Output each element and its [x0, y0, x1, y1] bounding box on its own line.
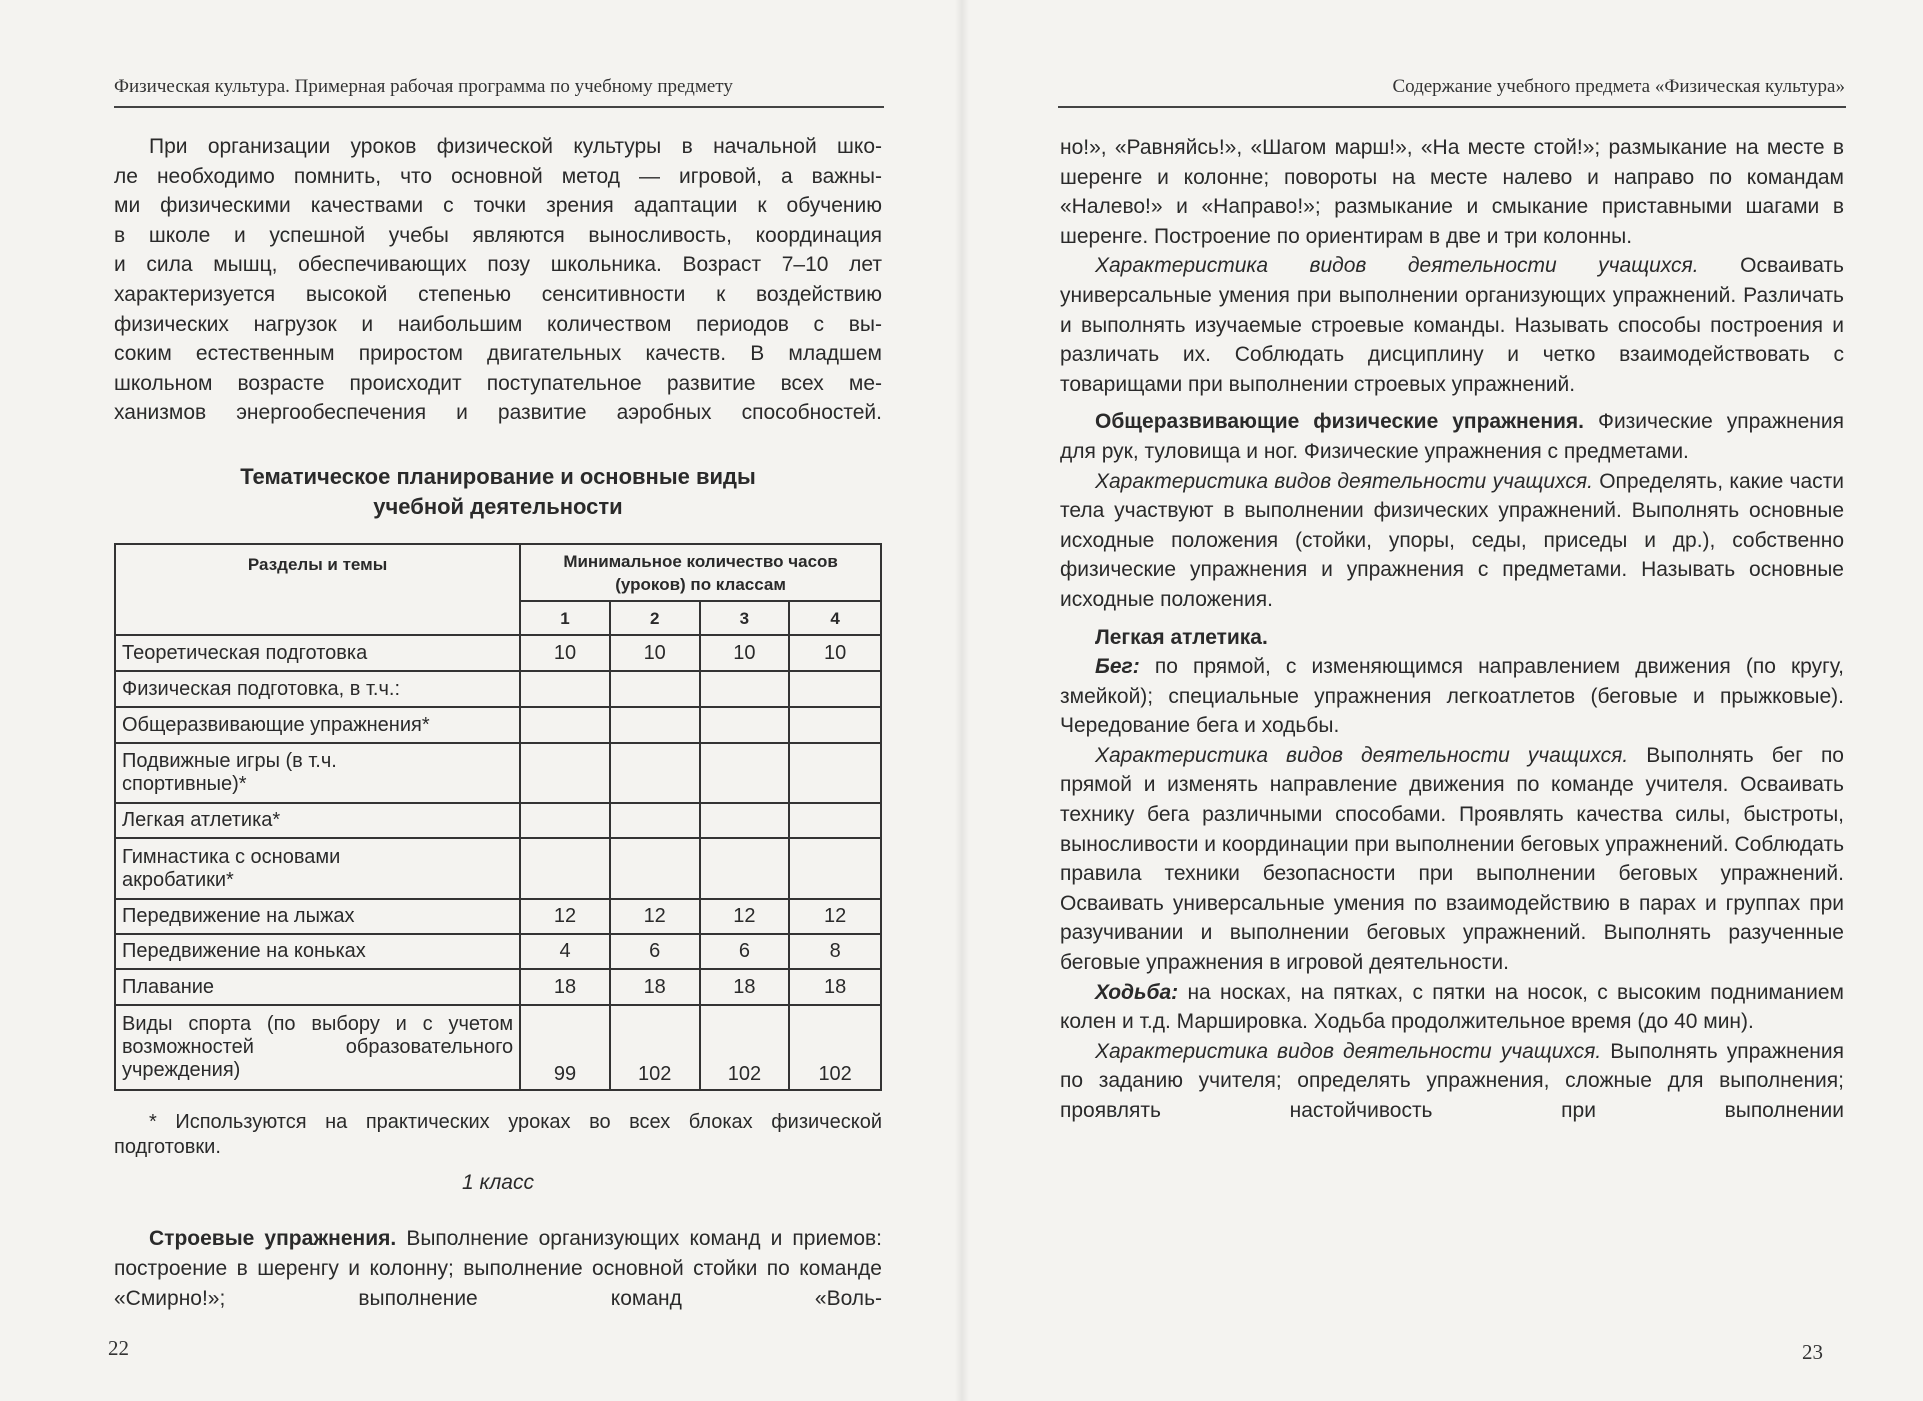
- row-value: [520, 671, 610, 707]
- run-label: Бег:: [1095, 655, 1140, 679]
- table-row: [115, 838, 881, 899]
- char-paragraph-4: [1060, 1037, 1844, 1126]
- general-exercises-text: Физические упражнения для рук, туловища и ног. Физические упражнения с предметами.: [1060, 410, 1844, 463]
- intro-line: ми физическими качествами с точки зрения адаптации к обучению: [114, 194, 882, 218]
- section-heading-line: Тематическое планирование и основные виды: [240, 464, 756, 489]
- row-value: [789, 707, 881, 743]
- row-value: 18: [520, 969, 610, 1005]
- row-value: 18: [610, 969, 700, 1005]
- row-topic: Общеразвивающие упражнения*: [115, 707, 520, 743]
- char-text: Определять, какие части тела участвуют в выполнении физических упражнений. Выполнять основные исходные положения (стойки, упоры, седы, приседы и др.), собственно физические упражнения и упражнения с предметами. Называть основные исходные положения.: [1060, 469, 1844, 611]
- header-rule-right: [1058, 106, 1846, 108]
- grade-cell: 4: [789, 601, 881, 635]
- row-value: [610, 803, 700, 838]
- drill-text: [114, 1224, 882, 1313]
- char-text: Выполнять упражнения по заданию учителя; определять упражнения, сложные для выполнения; проявлять настойчивость при выполнении: [1060, 1039, 1844, 1122]
- row-value: [610, 838, 700, 899]
- row-value: 12: [610, 899, 700, 934]
- drill-paragraph: [114, 1224, 882, 1313]
- row-topic: Физическая подготовка, в т.ч.:: [115, 671, 520, 707]
- walk-text: на носках, на пятках, с пятки на носок, с высоким подниманием колен и т.д. Маршировка. Ходьба продолжительное время (до 40 мин).: [1060, 980, 1844, 1034]
- intro-line: характеризуется высокой степенью сенситивности к воздействию: [114, 282, 882, 306]
- intro-line: физических нагрузок и наибольшим количеством периодов с вы-: [114, 312, 882, 336]
- row-value: [700, 707, 790, 743]
- row-value: [610, 743, 700, 803]
- row-value: [700, 743, 790, 803]
- row-topic: Легкая атлетика*: [115, 803, 520, 838]
- row-value: [610, 707, 700, 743]
- row-topic: Передвижение на лыжах: [115, 899, 520, 934]
- table-footnote: [114, 1110, 882, 1160]
- athletics-title: Легкая атлетика.: [1095, 625, 1268, 649]
- right-page: [962, 0, 1923, 1401]
- grade-cell: 3: [700, 601, 790, 635]
- row-value: [700, 838, 790, 899]
- row-topic: Виды спорта (по выбору и с учетом возможностей образовательного учреждения): [115, 1005, 520, 1090]
- row-value: 10: [789, 635, 881, 671]
- row-value: 12: [520, 899, 610, 934]
- row-value: [520, 743, 610, 803]
- char-text: Выполнять бег по прямой и изменять направление движения по команде учителя. Осваивать технику бега различными способами. Проявлять качества силы, быстроты, выносливости и координации при выполнении беговых упражнений. Соблюдать правила техники безопасности при выполнении беговых упражнений. Осваивать универсальные умения по взаимодействию в парах и группах при разучивании и выполнении беговых упражнений. Выполнять разученные беговые упражнения в игровой деятельности.: [1060, 743, 1845, 975]
- intro-line: ханизмов энергообеспечения и развитие аэробных способностей.: [114, 401, 882, 425]
- walk-paragraph: [1060, 978, 1844, 1037]
- char-label: Характеристика видов деятельности учащихся.: [1095, 469, 1593, 493]
- row-value: 102: [700, 1005, 790, 1090]
- table-row: [115, 707, 881, 743]
- drill-body: Выполнение организующих команд и приемов: построение в шеренгу и колонну; выполнение основной стойки по команде «Смирно!»; выполнение команд «Воль-: [114, 1227, 882, 1310]
- row-topic: Подвижные игры (в т.ч. спортивные)*: [115, 743, 520, 803]
- grade-title: 1 класс: [462, 1171, 534, 1194]
- row-topic: Передвижение на коньках: [115, 934, 520, 969]
- row-value: [789, 743, 881, 803]
- row-value: 99: [520, 1005, 610, 1090]
- table-row: [115, 899, 881, 934]
- table-row: [115, 969, 881, 1005]
- run-text: по прямой, с изменяющимся направлением движения (по кругу, змейкой); специальные упражнения легкоатлетов (беговые и прыжковые). Чередование бега и ходьбы.: [1060, 655, 1844, 738]
- planning-table: [114, 543, 882, 1091]
- page-number-right: 23: [1802, 1340, 1823, 1364]
- running-head-left: Физическая культура. Примерная рабочая программа по учебному предмету: [114, 76, 733, 97]
- row-value: [520, 707, 610, 743]
- running-head-right: Содержание учебного предмета «Физическая культура»: [1392, 76, 1845, 97]
- right-body: [1060, 133, 1844, 1126]
- row-value: [700, 671, 790, 707]
- row-value: 6: [700, 934, 790, 969]
- row-value: [789, 838, 881, 899]
- row-topic: Гимнастика с основами акробатики*: [115, 838, 520, 899]
- section-heading: [114, 462, 882, 522]
- row-value: 4: [520, 934, 610, 969]
- drill-title: Строевые упражнения.: [149, 1227, 397, 1250]
- char-label: Характеристика видов деятельности учащихся.: [1095, 743, 1629, 767]
- row-value: [700, 803, 790, 838]
- intro-line: При организации уроков физической культуры в начальной шко-: [149, 135, 882, 158]
- char-paragraph-1: [1060, 251, 1844, 399]
- intro-line: школьном возрасте происходит поступательное развитие всех ме-: [114, 371, 882, 395]
- table-header-row: [115, 544, 881, 601]
- char-paragraph-2: [1060, 467, 1844, 615]
- row-value: [520, 803, 610, 838]
- row-value: [610, 671, 700, 707]
- row-value: 8: [789, 934, 881, 969]
- row-value: 102: [789, 1005, 881, 1090]
- general-exercises-title: Общеразвивающие физические упражнения.: [1095, 410, 1585, 434]
- row-topic: Плавание: [115, 969, 520, 1005]
- grade-cell: 2: [610, 601, 700, 635]
- row-value: [789, 803, 881, 838]
- row-value: 10: [700, 635, 790, 671]
- row-value: [520, 838, 610, 899]
- section-heading-line: учебной деятельности: [373, 494, 623, 519]
- char-text: Осваивать универсальные умения при выполнении организующих упражнений. Различать и выполнять изучаемые строевые команды. Называть способы построения и различать их. Соблюдать дисциплину и четко взаимодействовать с товарищами при выполнении строевых упражнений.: [1060, 254, 1844, 396]
- row-value: [789, 671, 881, 707]
- intro-paragraph: [114, 132, 882, 428]
- header-topics: Разделы и темы: [115, 544, 520, 635]
- intro-line: соким естественным приростом двигательных качеств. В младшем: [114, 342, 882, 366]
- intro-line: в школе и успешной учебы являются выносливость, координация: [114, 223, 882, 247]
- char-label: Характеристика видов деятельности учащихся.: [1095, 254, 1699, 278]
- intro-line: ле необходимо помнить, что основной метод — игровой, а важны-: [114, 164, 882, 188]
- commands-paragraph: но!», «Равняйсь!», «Шагом марш!», «На месте стой!»; размыкание на месте в шеренге и колонне; повороты на месте налево и направо по командам «Налево!» и «Направо!»; размыкание и смыкание приставными шагами в шеренге. Построение по ориентирам в две и три колонны.: [1060, 136, 1844, 248]
- table-row: [115, 743, 881, 803]
- row-value: 10: [520, 635, 610, 671]
- row-value: 18: [789, 969, 881, 1005]
- intro-line: и сила мышц, обеспечивающих позу школьника. Возраст 7–10 лет: [114, 253, 882, 277]
- row-topic: Теоретическая подготовка: [115, 635, 520, 671]
- header-rule-left: [114, 106, 884, 108]
- row-value: 18: [700, 969, 790, 1005]
- footnote-text: * Используются на практических уроках во всех блоках физической подготовки.: [114, 1111, 882, 1158]
- run-paragraph: [1060, 652, 1844, 741]
- row-value: 102: [610, 1005, 700, 1090]
- table-row: [115, 1005, 881, 1090]
- table-row: [115, 635, 881, 671]
- table-row: [115, 671, 881, 707]
- char-label: Характеристика видов деятельности учащихся.: [1095, 1039, 1602, 1063]
- row-value: 6: [610, 934, 700, 969]
- row-value: 12: [700, 899, 790, 934]
- page-number-left: 22: [108, 1336, 129, 1360]
- grade-cell: 1: [520, 601, 610, 635]
- header-hours: Минимальное количество часов (уроков) по классам: [520, 544, 881, 601]
- row-value: 12: [789, 899, 881, 934]
- row-value: 10: [610, 635, 700, 671]
- table-row: [115, 803, 881, 838]
- table-row: [115, 934, 881, 969]
- char-paragraph-3: [1060, 741, 1844, 978]
- walk-label: Ходьба:: [1095, 980, 1179, 1004]
- general-exercises-paragraph: [1060, 407, 1844, 466]
